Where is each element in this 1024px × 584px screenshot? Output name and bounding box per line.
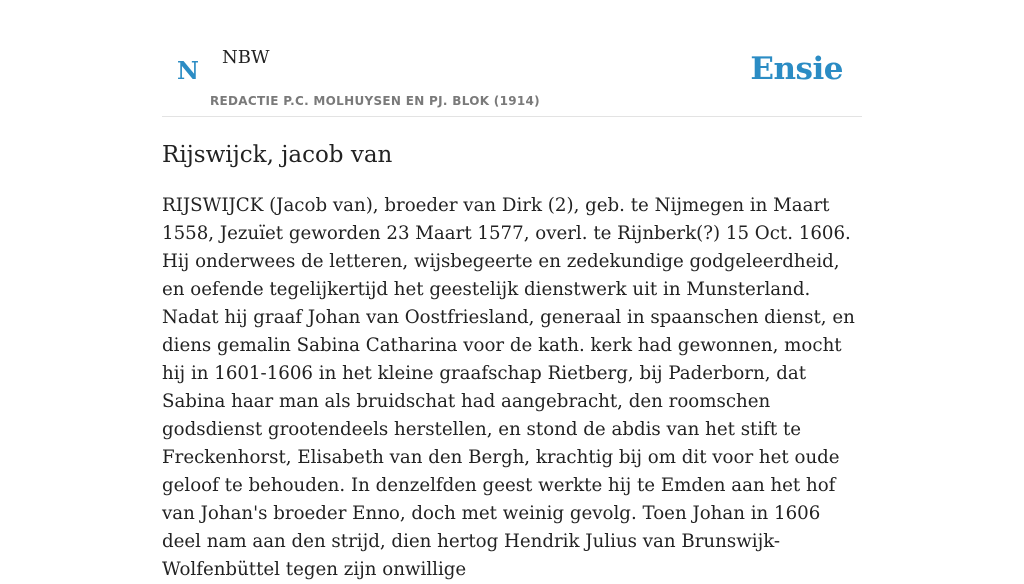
source-name[interactable]: NBW bbox=[222, 47, 270, 68]
ensie-logo-link[interactable]: Ensie bbox=[750, 51, 843, 87]
source-editors: REDACTIE P.C. MOLHUYSEN EN PJ. BLOK (1914) bbox=[210, 94, 540, 108]
article-title: Rijswijck, jacob van bbox=[162, 142, 393, 168]
site-header bbox=[162, 0, 862, 117]
article-body: RIJSWIJCK (Jacob van), broeder van Dirk (2), geb. te Nijmegen in Maart 1558, Jezuïet geworden 23 Maart 1577, overl. te Rijnberk(?) 15 Oct. 1606. Hij onderwees de letteren, wijsbegeerte en zedekundige godgeleerdheid, en oefende tegelijkertijd het geestelijk dienstwerk uit in Munsterland. Nadat hij graaf Johan van Oostfriesland, generaal in spaanschen dienst, en diens gemalin Sabina Catharina voor de kath. kerk had gewonnen, mocht hij in 1601-1606 in het kleine graafschap Rietberg, bij Paderborn, dat Sabina haar man als bruidschat had aangebracht, den roomschen godsdienst grootendeels herstellen, en stond de abdis van het stift te Freckenhorst, Elisabeth van den Bergh, krachtig bij om dit voor het oude geloof te behouden. In denzelfden geest werkte hij te Emden aan het hof van Johan's broeder Enno, doch met weinig gevolg. Toen Johan in 1606 deel nam aan den strijd, dien hertog Hendrik Julius van Brunswijk-Wolfenbüttel tegen zijn onwillige bbox=[162, 195, 855, 580]
source-logo-icon[interactable]: N bbox=[177, 56, 199, 85]
